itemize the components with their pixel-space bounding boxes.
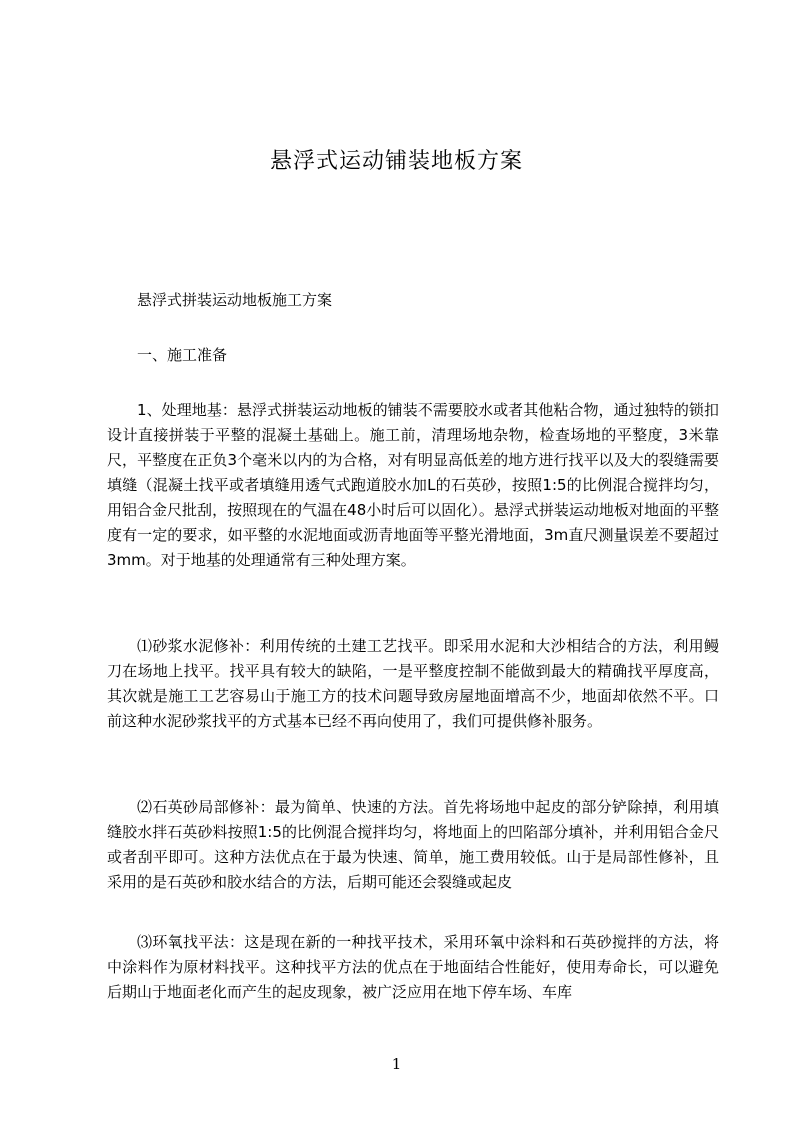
paragraph-quartz-repair: ⑵石英砂局部修补：最为简单、快速的方法。首先将场地中起皮的部分铲除掉，利用填缝胶水拌石英砂料按照1:5的比例混合搅拌均匀，将地面上的凹陷部分填补，并利用铝合金尺或者刮平即可。这种方法优点在于最为快速、简单，施工费用较低。山于是局部性修补，且采用的是石英砂和胶水结合的方法，后期可能还会裂缝或起皮 [107, 798, 719, 891]
document-subtitle: 悬浮式拼装运动地板施工方案 [137, 291, 333, 309]
paragraph-mortar-repair: ⑴砂浆水泥修补：利用传统的土建工艺找平。即采用水泥和大沙相结合的方法，利用鳗刀在场地上找平。找平具有较大的缺陷，一是平整度控制不能做到最大的精确找平厚度高，其次就是施工工艺容易山于施工方的技术问题导致房屋地面增高不少，地面却依然不平。口前这种水泥砂浆找平的方式基本已经不再向使用了，我们可提供修补服务。 [107, 637, 719, 730]
section-heading: 一、施工准备 [137, 346, 228, 364]
page-number: 1 [391, 1055, 402, 1073]
paragraph-foundation: 1、处理地基：悬浮式拼装运动地板的铺装不需要胶水或者其他粘合物，通过独特的锁扣设计直接拼装于平整的混凝土基础上。施工前，清理场地杂物，检查场地的平整度，3米靠尺，平整度在正负3个毫米以内的为合格，对有明显高低差的地方进行找平以及大的裂缝需要填缝（混凝土找平或者填缝用透气式跑道胶水加L的石英砂，按照1:5的比例混合搅拌均匀，用铝合金尺批刮，按照现在的气温在48小时后可以固化）。悬浮式拼装运动地板对地面的平整度有一定的要求，如平整的水泥地面或沥青地面等平整光滑地面，3m直尺测量误差不要超过3mm。对于地基的处理通常有三种处理方案。 [107, 401, 719, 569]
paragraph-epoxy-leveling: ⑶环氧找平法：这是现在新的一种找平技术，采用环氧中涂料和石英砂搅拌的方法，将中涂料作为原材料找平。这种找平方法的优点在于地面结合性能好，使用寿命长，可以避免后期山于地面老化而产生的起皮现象，被广泛应用在地下停车场、车库 [107, 933, 719, 1001]
document-title: 悬浮式运动铺装地板方案 [269, 149, 523, 174]
